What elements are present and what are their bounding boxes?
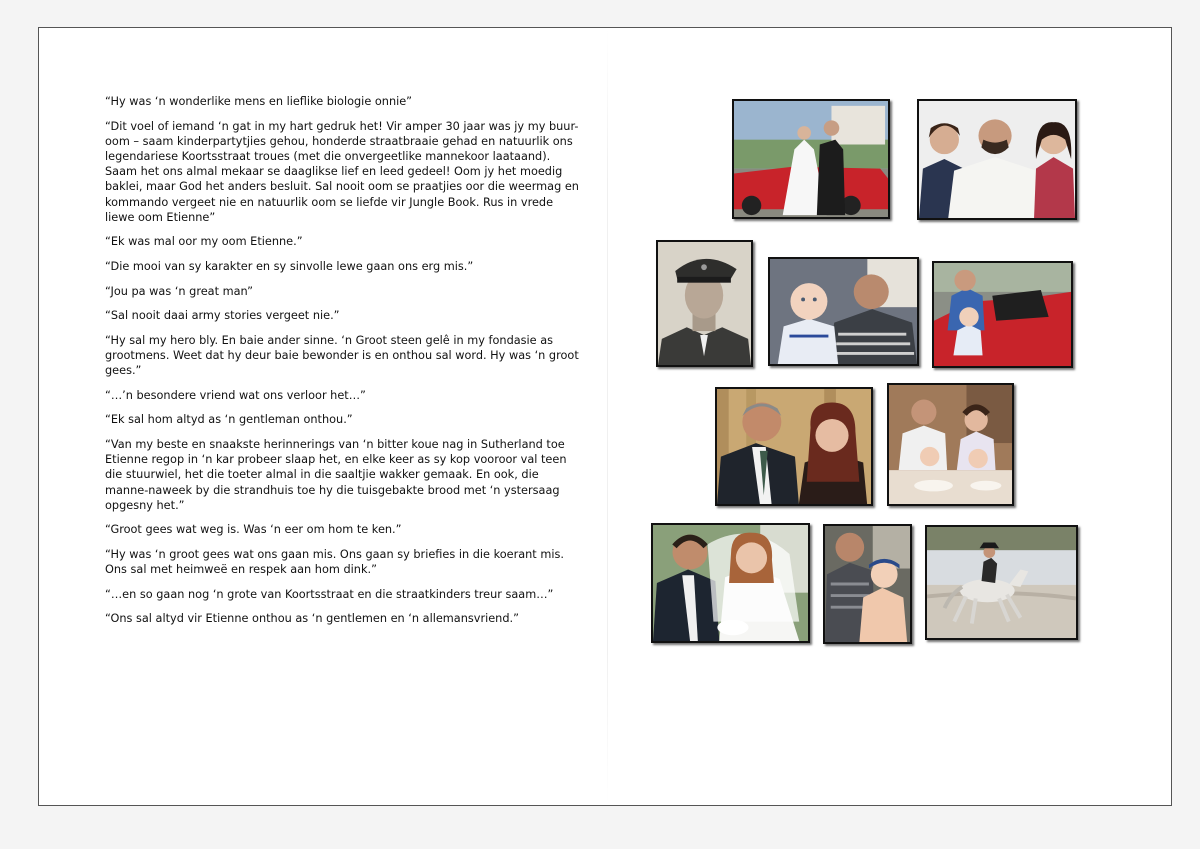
quote: “Groot gees wat weg is. Was ‘n eer om hom te ken.” — [105, 523, 402, 537]
photo-wedding-red-car — [732, 99, 890, 219]
quote: “…’n besondere vriend wat ons verloor het…” — [105, 388, 366, 402]
quote: “Van my beste en snaakste herinnerings van ‘n bitter koue nag in Sutherland toe Etienne regop in ‘n kar probeer slaap het, en elke keer as sy kop vooroor val teen die stuurwiel, het die toeter almal in die saaltjie wakker gemaak. En ook, die manne-naweek by die strandhuis toe hy die tuisgebakte brood met ‘n ystersaag opgesny het.” — [105, 437, 567, 512]
photo-child-in-red-car — [932, 261, 1073, 368]
photo-family-at-table — [887, 383, 1014, 506]
photo-horse-rider — [925, 525, 1078, 640]
memorial-page-spread — [38, 27, 1172, 806]
photo-father-with-two-children — [917, 99, 1077, 220]
photo-air-force-portrait — [656, 240, 753, 367]
quote: “Dit voel of iemand ‘n gat in my hart gedruk het! Vir amper 30 jaar was jy my buur-oom – saam kinderpartytjies gehou, honderde straatbraaie gehad en natuurlik ons legendariese Koortsstraat troues (met die onvergeetlike mannekoor laataand). Saam het ons almal mekaar se daaglikse lief en leed gedeel! Oom jy het moedig baklei, maar God het anders besluit. Sal nooit oom se praatjies oor die weermag en kommando vergeet nie en natuurlik oom se liefde vir Jungle Book. Rus in vrede liewe oom Etienne” — [105, 119, 579, 224]
quote: “Hy was ‘n wonderlike mens en lieflike biologie onnie” — [105, 95, 413, 108]
quote: “Ek sal hom altyd as ‘n gentleman onthou.” — [105, 413, 353, 427]
page-fold — [607, 28, 608, 805]
photo-couple-portrait — [715, 387, 873, 506]
photo-grandfather-with-baby — [768, 257, 919, 366]
quote: “Die mooi van sy karakter en sy sinvolle lewe gaan ons erg mis.” — [105, 260, 474, 273]
photo-father-with-bride — [651, 523, 810, 643]
quote: “Ons sal altyd vir Etienne onthou as ‘n gentlemen en ‘n allemansvriend.” — [105, 612, 519, 626]
quote: “Hy sal my hero bly. En baie ander sinne. ‘n Groot steen gelê in my fondasie as grootmens. Weet dat hy deur baie bewonder is en onthou sal word. Hy was ‘n groot gees.” — [105, 333, 579, 378]
quote: “…en so gaan nog ‘n grote van Koortsstraat en die straatkinders treur saam…” — [105, 587, 554, 601]
quote: “Jou pa was ‘n great man” — [105, 284, 253, 298]
photo-man-with-toddler — [823, 524, 912, 644]
quote: “Sal nooit daai army stories vergeet nie.” — [105, 309, 340, 323]
quote: “Ek was mal oor my oom Etienne.” — [105, 235, 303, 249]
tribute-quotes — [105, 94, 583, 636]
quote: “Hy was ‘n groot gees wat ons gaan mis. Ons gaan sy briefies in die koerant mis. Ons sal met heimweë en respek aan hom dink.” — [105, 547, 564, 577]
